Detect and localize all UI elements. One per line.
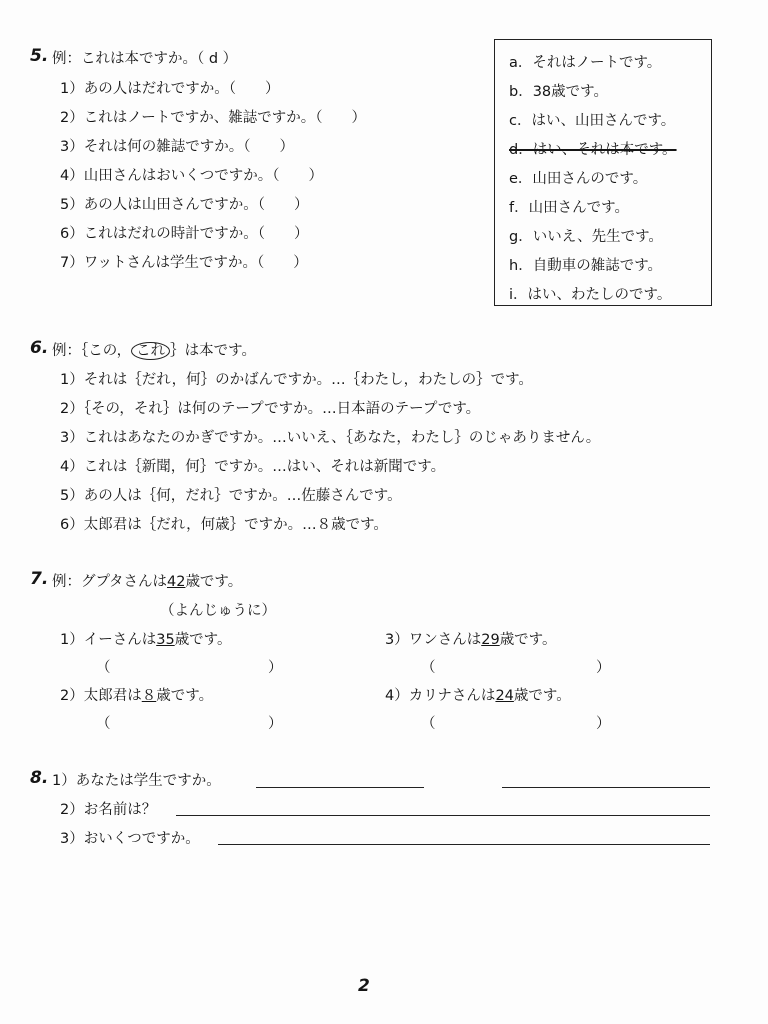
question-number: 5. — [30, 46, 49, 66]
question-item: 5）あの人は｛何，だれ｝ですか。…佐藤さんです。 — [60, 488, 402, 504]
item-text: 3）ワンさんは — [385, 632, 482, 648]
answer-paren-close: ） — [268, 660, 283, 676]
page-number: 2 — [358, 976, 370, 996]
question-item: 3）それは何の雑誌ですか。（ ） — [60, 139, 294, 155]
question-number: 6. — [30, 338, 49, 358]
answer-paren-close: ） — [268, 716, 283, 732]
item-text: 2）太郎君は — [60, 688, 142, 704]
answer-paren-open: （ — [421, 716, 436, 732]
question-item: 6）これはだれの時計ですか。（ ） — [60, 226, 309, 242]
choice-item: b．38歳です。 — [509, 84, 608, 100]
question-item — [385, 684, 571, 705]
choice-item: f．山田さんです。 — [509, 200, 629, 216]
answer-choices-box — [494, 39, 712, 306]
choice-item: i．はい、わたしのです。 — [509, 287, 672, 303]
question-item: 4）山田さんはおいくつですか。（ ） — [60, 168, 323, 184]
underlined-number: ８ — [141, 688, 157, 704]
item-text: 歳です。 — [174, 632, 232, 648]
choice-item-struck: d．はい、それは本です。 — [509, 142, 677, 158]
example-line — [52, 570, 242, 591]
question-item — [60, 684, 213, 705]
question-item — [385, 628, 557, 649]
item-text: 歳です。 — [499, 632, 557, 648]
example-line: 例：これは本ですか。（ d ） — [52, 51, 238, 67]
choice-item: h．自動車の雑誌です。 — [509, 258, 663, 274]
answer-paren-close: ） — [596, 660, 611, 676]
question-item: 1）それは｛だれ，何｝のかばんですか。…｛わたし，わたしの｝です。 — [60, 372, 533, 388]
example-suffix: 歳です。 — [185, 574, 243, 590]
question-item: 3）おいくつですか。 — [60, 831, 200, 847]
question-item: 3）これはあなたのかぎですか。…いいえ、｛あなた，わたし｝のじゃありません。 — [60, 430, 601, 446]
item-text: 4）カリナさんは — [385, 688, 496, 704]
item-text: 歳です。 — [513, 688, 571, 704]
choice-item: e．山田さんのです。 — [509, 171, 648, 187]
question-number: 7. — [30, 569, 49, 589]
question-item: 2）これはノートですか、雑誌ですか。（ ） — [60, 110, 367, 126]
item-text: 歳です。 — [156, 688, 214, 704]
question-number: 8. — [30, 768, 49, 788]
question-item: 6）太郎君は｛だれ，何歳｝ですか。…８歳です。 — [60, 517, 388, 533]
question-item: 2）｛その，それ｝は何のテープですか。…日本語のテープです。 — [60, 401, 481, 417]
choice-item: a．それはノートです。 — [509, 55, 662, 71]
answer-line[interactable] — [502, 787, 710, 788]
choice-item: g．いいえ、先生です。 — [509, 229, 663, 245]
underlined-number: 24 — [495, 688, 514, 704]
example-prefix: 例：｛この， — [52, 343, 132, 359]
choice-item: c．はい、山田さんです。 — [509, 113, 676, 129]
answer-line[interactable] — [218, 844, 710, 845]
answer-line[interactable] — [256, 787, 424, 788]
question-item: 4）これは｛新聞，何｝ですか。…はい、それは新聞です。 — [60, 459, 446, 475]
example-suffix: ｝は本です。 — [170, 343, 257, 359]
answer-paren-open: （ — [96, 660, 111, 676]
item-text: 1）イーさんは — [60, 632, 157, 648]
question-item: 5）あの人は山田さんですか。（ ） — [60, 197, 309, 213]
answer-paren-close: ） — [596, 716, 611, 732]
answer-paren-open: （ — [421, 660, 436, 676]
example-answer: （よんじゅうに） — [160, 603, 276, 619]
circled-answer: これ — [131, 342, 170, 360]
example-prefix: 例：グプタさんは — [52, 574, 167, 590]
question-item: 7）ワットさんは学生ですか。（ ） — [60, 255, 308, 271]
example-line — [52, 339, 256, 360]
answer-paren-open: （ — [96, 716, 111, 732]
question-item: 2）お名前は？ — [60, 802, 157, 818]
underlined-number: 42 — [166, 574, 186, 590]
underlined-number: 29 — [481, 632, 500, 648]
question-item: 1）あなたは学生ですか。 — [52, 773, 221, 789]
question-item — [60, 628, 232, 649]
question-item: 1）あの人はだれですか。（ ） — [60, 81, 280, 97]
answer-line[interactable] — [176, 815, 710, 816]
underlined-number: 35 — [156, 632, 175, 648]
